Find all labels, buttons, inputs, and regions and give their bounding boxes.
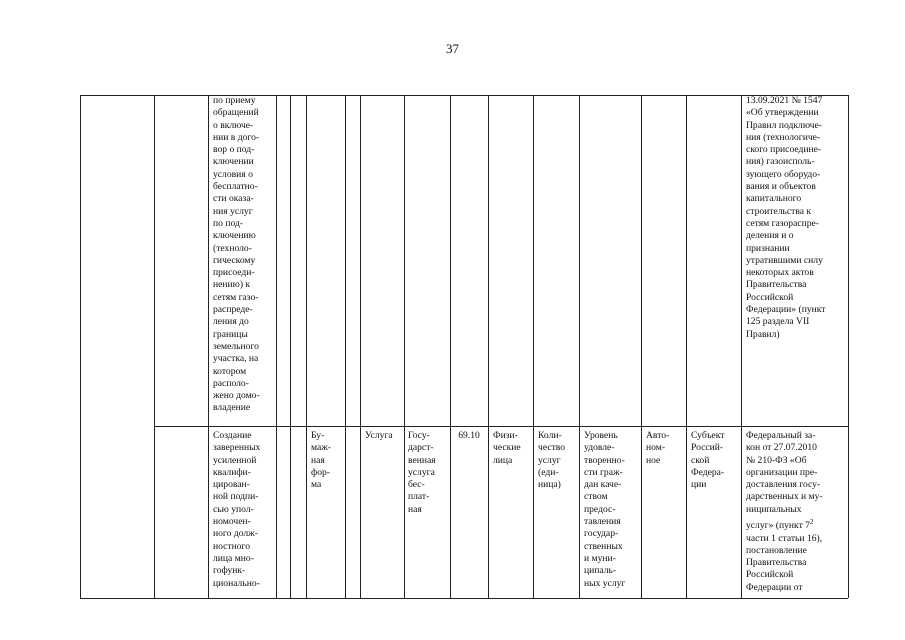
service-status-cell: Госу- дарст- венная услуга бес- плат- ная xyxy=(408,430,436,515)
legal-basis-line: части 1 статьи 16), xyxy=(746,532,823,544)
legal-basis-line: Правительства xyxy=(746,557,807,569)
founder-cell: Субъект Россий- ской Федера- ции xyxy=(691,430,725,491)
legal-basis-line: ниципальных xyxy=(746,503,802,515)
column-border xyxy=(488,95,489,598)
column-border xyxy=(345,95,346,598)
legal-basis-line: доставления госу- xyxy=(746,479,821,491)
column-border xyxy=(276,95,277,598)
service-name-cell: по приему обращений о включе- нии в дого- вор о под- ключении условия о бесплатно- сти оказа- ния услуг по под- ключению (техноло- гическому присоеди- нению) к сетям газо- распреде- ления до границы земельного участка, на котором располо- жено домо- владение xyxy=(213,95,260,414)
page-number: 37 xyxy=(446,41,459,56)
activity-code-cell: 69.10 xyxy=(458,430,480,441)
column-border xyxy=(208,95,209,598)
column-border xyxy=(641,95,642,598)
table-bottom-border xyxy=(80,598,848,599)
column-border xyxy=(404,95,405,598)
legal-basis-cell xyxy=(746,430,848,594)
service-type-cell: Услуга xyxy=(365,430,393,441)
table-top-border xyxy=(80,95,848,96)
service-name-cell: Создание заверенных усиленной квалифи- цирован- ной подпи- сью упол- номочен- ного долж- ностного лица мно- гофунк- ционально- xyxy=(213,430,261,589)
column-border xyxy=(741,95,742,598)
legal-basis-line: Федеральный за- xyxy=(746,430,816,441)
column-border xyxy=(686,95,687,598)
superscript: 2 xyxy=(809,518,814,527)
legal-basis-line: № 210-ФЗ «Об xyxy=(746,454,807,466)
quality-indicator-cell: Уровень удовле- творенно- сти граж- дан каче- ством предос- тавления государ- ственных и муни- ципаль- ных услуг xyxy=(584,430,626,589)
column-border xyxy=(306,95,307,598)
service-form-cell: Бу- маж- ная фор- ма xyxy=(311,430,332,491)
volume-indicator-cell: Коли- чество услуг (еди- ница) xyxy=(538,430,566,491)
recipients-cell: Физи- ческие лица xyxy=(493,430,521,466)
legal-basis-line: организации пре- xyxy=(746,466,818,478)
column-border xyxy=(579,95,580,598)
institution-type-cell: Авто- ном- ное xyxy=(646,430,670,466)
column-border xyxy=(80,95,81,598)
column-border xyxy=(154,95,155,598)
column-border xyxy=(450,95,451,598)
column-border xyxy=(290,95,291,598)
column-border xyxy=(533,95,534,598)
column-border xyxy=(848,95,849,598)
column-border xyxy=(360,95,361,598)
legal-basis-line: Российской xyxy=(746,569,794,581)
legal-basis-cell: 13.09.2021 № 1547 «Об утверждении Правил подключе- ния (технологиче- ского присоедине- ния) газоисполь- зующего оборудо- вания и объектов капитального строительства к сетям газораспре- деления и о признании утратившими силу некоторых актов Правительства Российской Федерации» (пункт 125 раздела VII Правил) xyxy=(746,95,826,340)
legal-basis-line xyxy=(746,516,848,532)
legal-basis-line: Федерации от xyxy=(746,581,803,593)
legal-basis-text: услуг» (пункт 7 xyxy=(746,520,810,532)
legal-basis-line: постановление xyxy=(746,544,807,556)
legal-basis-line: кон от 27.07.2010 xyxy=(746,442,817,454)
legal-basis-line: дарственных и му- xyxy=(746,491,823,503)
row-divider xyxy=(154,426,848,427)
